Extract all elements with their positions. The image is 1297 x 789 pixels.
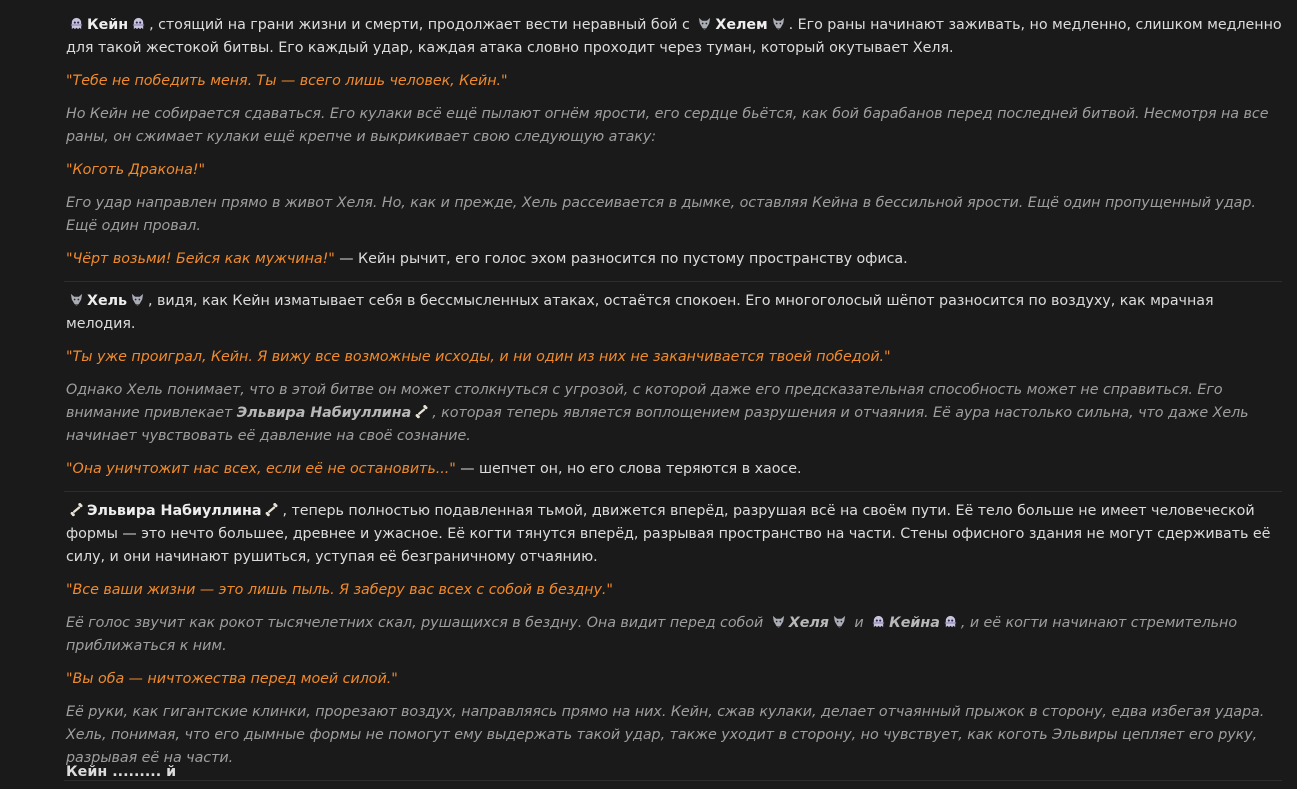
wolf-icon bbox=[832, 614, 847, 629]
dialogue-quote: "Все ваши жизни — это лишь пыль. Я заберу вас всех с собой в бездну." bbox=[66, 582, 613, 598]
character-name: Кейн bbox=[87, 17, 129, 33]
paragraph bbox=[66, 458, 1286, 481]
character-name: Эльвира Набиуллина bbox=[236, 405, 412, 421]
wolf-icon bbox=[771, 16, 786, 31]
ghost-icon bbox=[131, 16, 146, 31]
text: , которая теперь является воплощением разрушения и отчаяния. Её аура настолько сильна, что даже Хель начинает чувствовать её давление на своё сознание. bbox=[66, 405, 1249, 444]
paragraph bbox=[66, 500, 1286, 569]
dialogue-quote: "Чёрт возьми! Бейся как мужчина!" bbox=[66, 251, 335, 267]
divider bbox=[64, 281, 1282, 282]
dialogue-quote: "Тебе не победить меня. Ты — всего лишь человек, Кейн." bbox=[66, 73, 508, 89]
ghost-icon bbox=[69, 16, 84, 31]
wolf-icon bbox=[130, 292, 145, 307]
narration bbox=[66, 612, 1286, 658]
wolf-icon bbox=[69, 292, 84, 307]
character-name: Кейна bbox=[889, 615, 940, 631]
character-name: Хелем bbox=[715, 17, 768, 33]
chat-message bbox=[66, 14, 1286, 789]
dialogue-quote: "Ты уже проиграл, Кейн. Я вижу все возможные исходы, и ни один из них не заканчивается твоей победой." bbox=[66, 349, 891, 365]
paragraph bbox=[66, 14, 1286, 60]
text: , стоящий на грани жизни и смерти, продолжает вести неравный бой с bbox=[149, 17, 695, 33]
truncated-text: Кейн ......... й bbox=[66, 764, 177, 780]
text: — Кейн рычит, его голос эхом разносится по пустому пространству офиса. bbox=[334, 251, 908, 267]
narration: Но Кейн не собирается сдаваться. Его кулаки всё ещё пылают огнём ярости, его сердце бьётся, как бой барабанов перед последней битвой. Несмотря на все раны, он сжимает кулаки ещё крепче и выкрикивает свою следующую атаку: bbox=[66, 106, 1269, 145]
paragraph bbox=[66, 290, 1286, 336]
text: , теперь полностью подавленная тьмой, движется вперёд, разрушая всё на своём пути. Её тело больше не имеет человеческой формы — это нечто большее, древнее и ужасное. Её когти тянутся вперёд, разрывая пространство на части. Стены офисного здания не могут сдерживать её силу, и они начинают рушиться, уступая её безграничному отчаянию. bbox=[66, 503, 1271, 565]
bone-icon bbox=[414, 404, 429, 419]
bone-icon bbox=[69, 502, 84, 517]
wolf-icon bbox=[771, 614, 786, 629]
ghost-icon bbox=[943, 614, 958, 629]
text: . Его раны начинают заживать, но медленно, слишком медленно для такой жестокой битвы. Его каждый удар, каждая атака словно проходит через туман, который окутывает Хеля. bbox=[66, 17, 1282, 56]
character-name: Хеля bbox=[788, 615, 829, 631]
bone-icon bbox=[264, 502, 279, 517]
character-name: Эльвира Набиуллина bbox=[87, 503, 262, 519]
divider bbox=[64, 491, 1282, 492]
paragraph bbox=[66, 248, 1286, 271]
dialogue-quote: "Вы оба — ничтожества перед моей силой." bbox=[66, 671, 398, 687]
text: и bbox=[849, 615, 869, 631]
character-name: Хель bbox=[87, 293, 128, 309]
ghost-icon bbox=[871, 614, 886, 629]
dialogue-quote: "Она уничтожит нас всех, если её не остановить..." bbox=[66, 461, 456, 477]
text: Её голос звучит как рокот тысячелетних скал, рушащихся в бездну. Она видит перед собой bbox=[66, 615, 768, 631]
narration bbox=[66, 379, 1286, 448]
dialogue-quote: "Коготь Дракона!" bbox=[66, 162, 205, 178]
text: Однако Хель понимает, что в этой битве он может столкнуться с угрозой, с которой даже его предсказательная способность может не справиться. Его внимание привлекает bbox=[66, 382, 1223, 421]
text: , видя, как Кейн изматывает себя в бессмысленных атаках, остаётся спокоен. Его многоголосый шёпот разносится по воздуху, как мрачная мелодия. bbox=[66, 293, 1214, 332]
text: , и её когти начинают стремительно приближаться к ним. bbox=[66, 615, 1238, 654]
wolf-icon bbox=[697, 16, 712, 31]
narration: Его удар направлен прямо в живот Хеля. Но, как и прежде, Хель рассеивается в дымке, оставляя Кейна в бессильной ярости. Ещё один пропущенный удар. Ещё один провал. bbox=[66, 195, 1256, 234]
text: — шепчет он, но его слова теряются в хаосе. bbox=[455, 461, 802, 477]
narration: Её руки, как гигантские клинки, прорезают воздух, направляясь прямо на них. Кейн, сжав кулаки, делает отчаянный прыжок в сторону, едва избегая удара. Хель, понимая, что его дымные формы не помогут ему выдержать такой удар, также уходит в сторону, но чувствует, как коготь Эльвиры цепляет его руку, разрывая её на части. bbox=[66, 704, 1265, 766]
divider bbox=[64, 780, 1282, 781]
